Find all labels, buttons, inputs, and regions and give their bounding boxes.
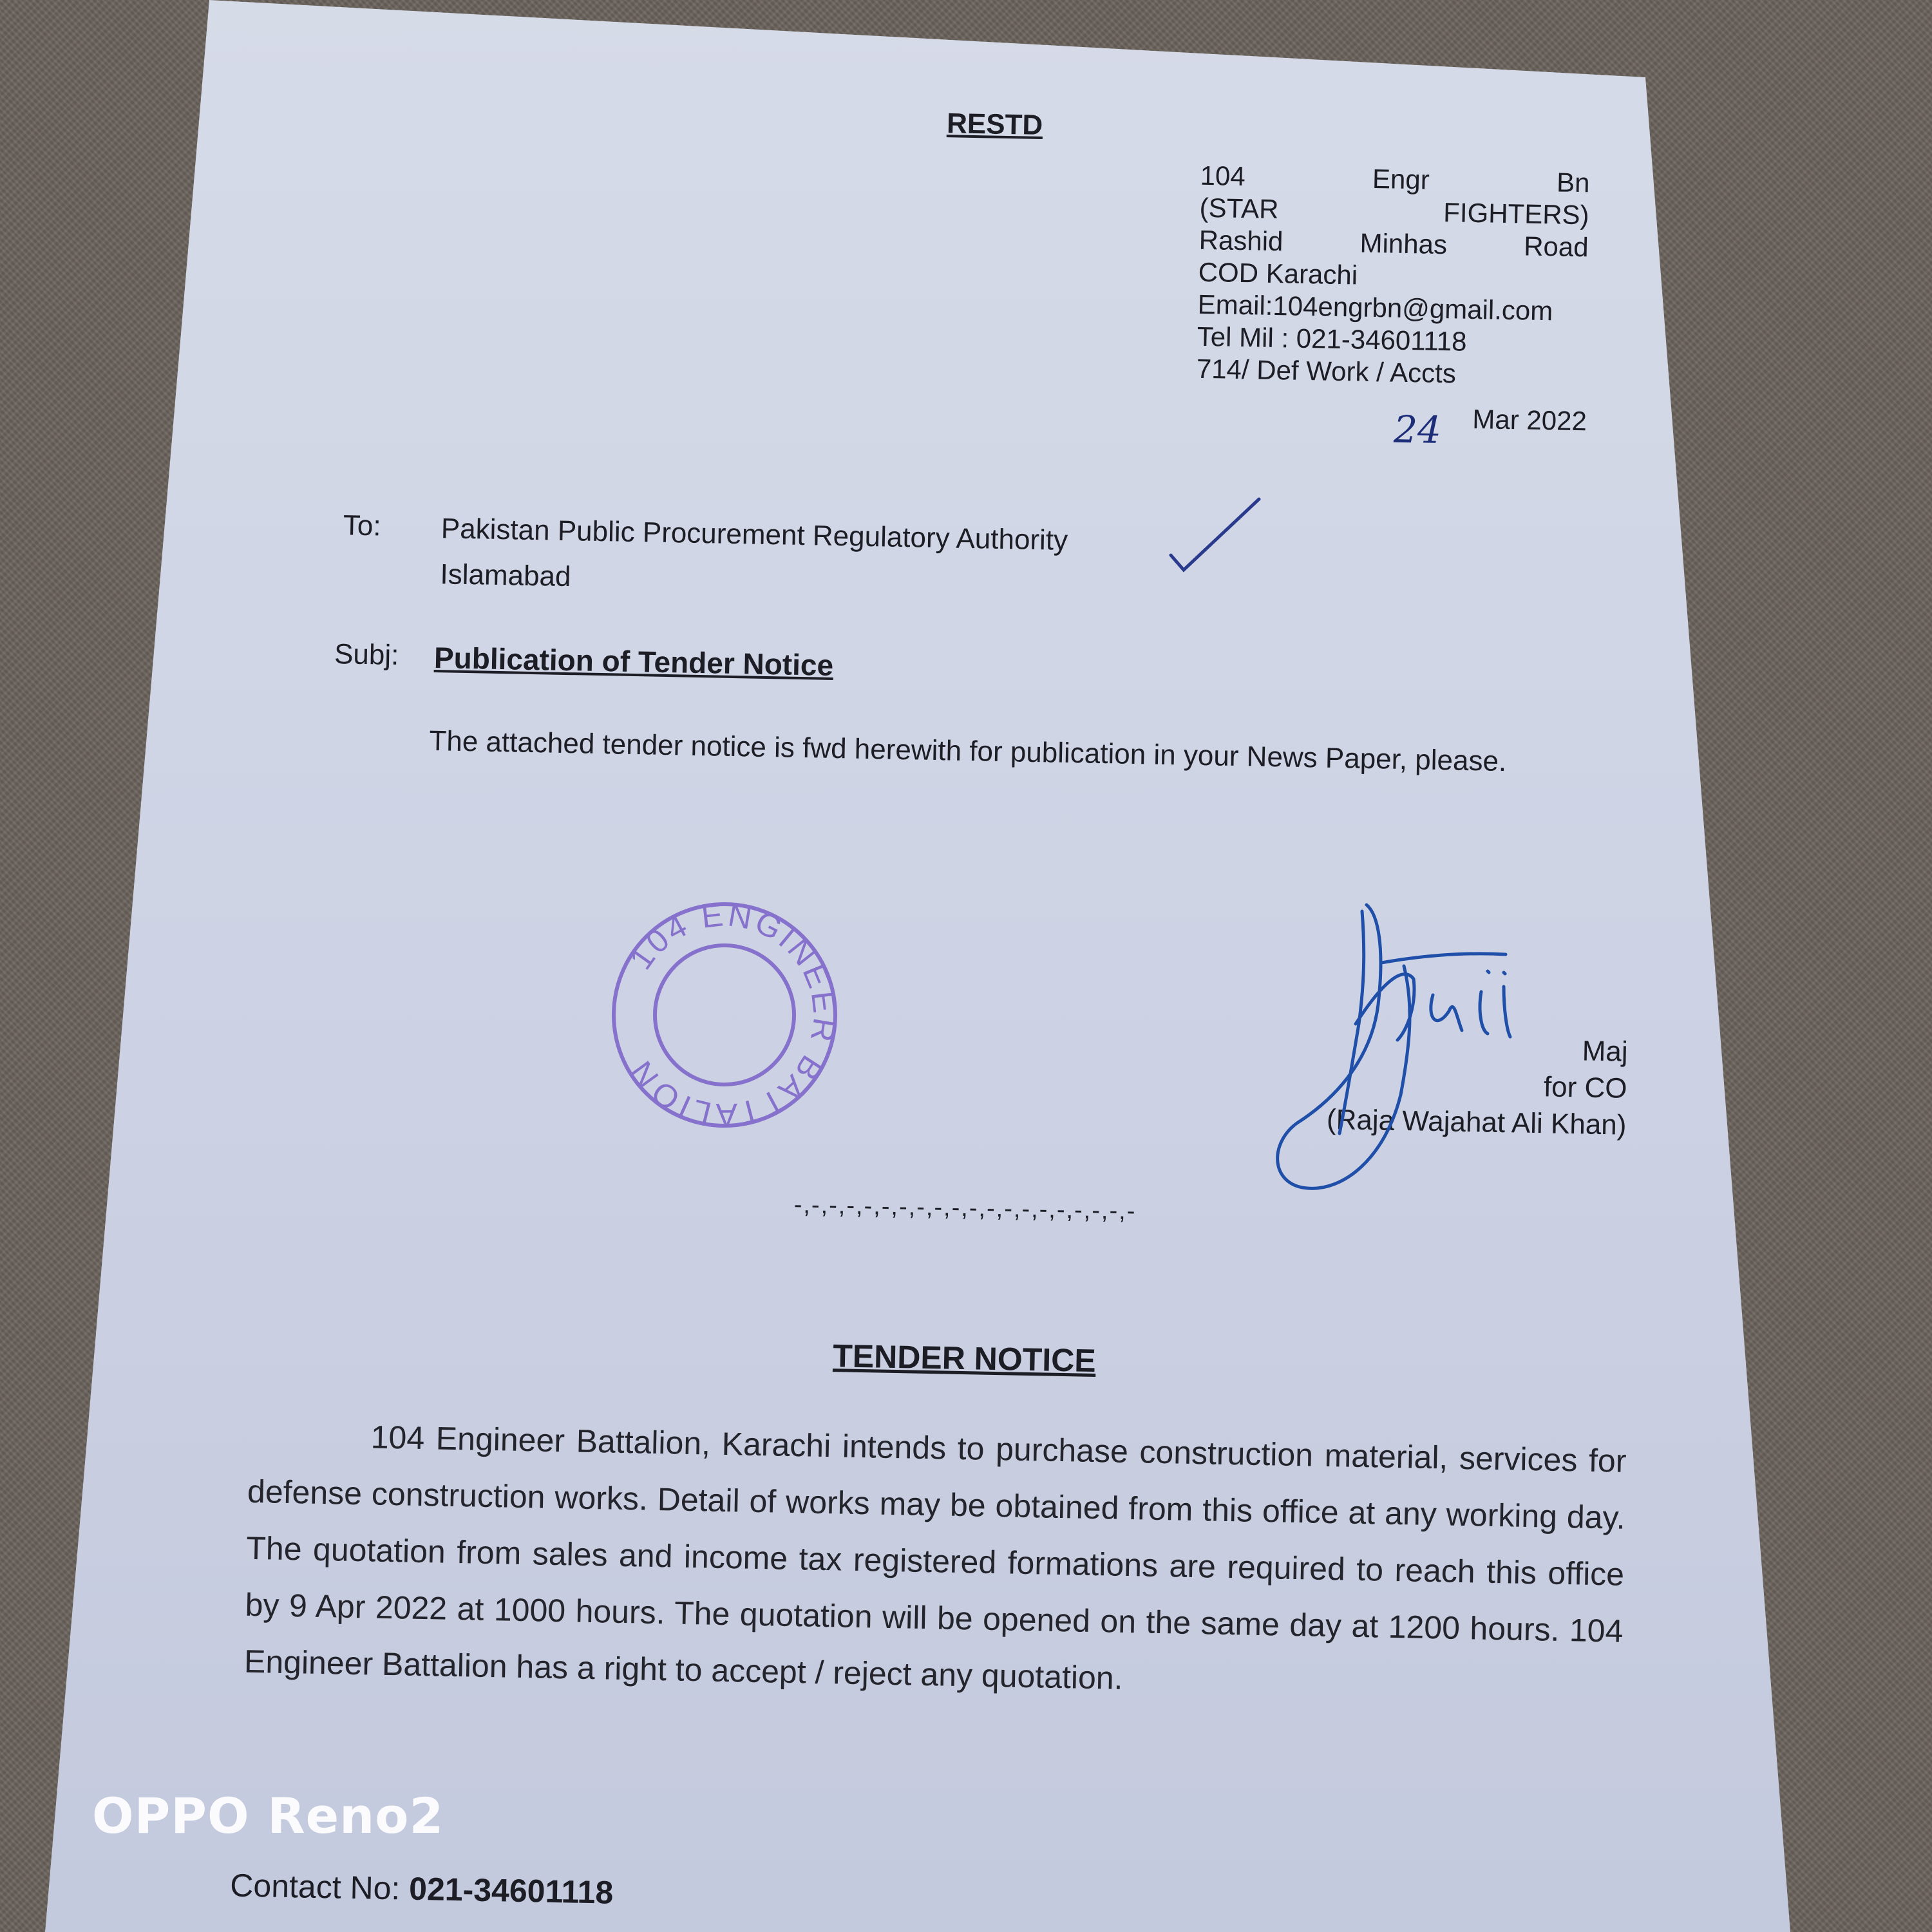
sender-address-line-2 — [1199, 193, 1589, 231]
date-month-year: Mar 2022 — [1472, 403, 1587, 437]
address-word: Rashid — [1198, 224, 1283, 257]
tender-notice-body: 104 Engineer Battalion, Karachi intends to purchase construction material, services for defense construction works. Detail of works may be obtained from this office at any working day. The quotation from sales and income tax registered formations are required to reach this office by 9 Apr 2022 at 1000 hours. The quotation will be opened on the same day at 1200 hours. 104 Engineer Battalion has a right to accept / reject any quotation. — [243, 1419, 1627, 1696]
signatory-name: (Raja Wajahat Ali Khan) — [1326, 1103, 1627, 1141]
sender-address-line-3 — [1198, 225, 1589, 263]
signatory-rank: Maj — [1582, 1035, 1629, 1068]
to-label: To: — [343, 509, 382, 542]
signatory-for: for CO — [1543, 1071, 1628, 1104]
signature-block — [1326, 1028, 1628, 1144]
subject-label: Subj: — [334, 638, 399, 672]
address-word: Minhas — [1359, 227, 1448, 260]
classification-label: RESTD — [946, 108, 1043, 142]
camera-watermark: OPPO Reno2 — [92, 1787, 444, 1844]
subject-text: Publication of Tender Notice — [433, 641, 834, 682]
contact-number — [230, 1866, 614, 1911]
sender-address-line-4: COD Karachi — [1198, 256, 1358, 290]
address-word: (STAR — [1199, 192, 1279, 225]
addressee-name: Pakistan Public Procurement Regulatory Authority — [440, 513, 1068, 556]
sender-email: Email:104engrbn@gmail.com — [1197, 289, 1553, 327]
address-word: 104 — [1200, 160, 1246, 192]
address-word: Bn — [1556, 167, 1590, 198]
handwritten-date-day: 24 — [1393, 407, 1442, 453]
address-word: FIGHTERS) — [1443, 197, 1590, 231]
addressee-city: Islamabad — [440, 558, 571, 593]
reference-number: 714/ Def Work / Accts — [1196, 353, 1457, 389]
sender-address-line-1 — [1200, 160, 1590, 199]
covering-letter-body: The attached tender notice is fwd herewith for publication in your News Paper, please. — [429, 724, 1507, 778]
tender-notice-title: TENDER NOTICE — [832, 1338, 1097, 1379]
separator-line: -,-,-,-,-,-,-,-,-,-,-,-,-,-,-,-,-,-,-,- — [793, 1191, 1137, 1226]
contact-value: 021-34601118 — [408, 1870, 614, 1911]
address-word: Road — [1523, 231, 1589, 263]
sender-telephone: Tel Mil : 021-34601118 — [1197, 321, 1467, 357]
address-word: Engr — [1372, 163, 1430, 195]
stamp-text-path: 104 ENGINEER BATTALION — [621, 896, 843, 1133]
contact-label: Contact No: — [229, 1867, 401, 1907]
